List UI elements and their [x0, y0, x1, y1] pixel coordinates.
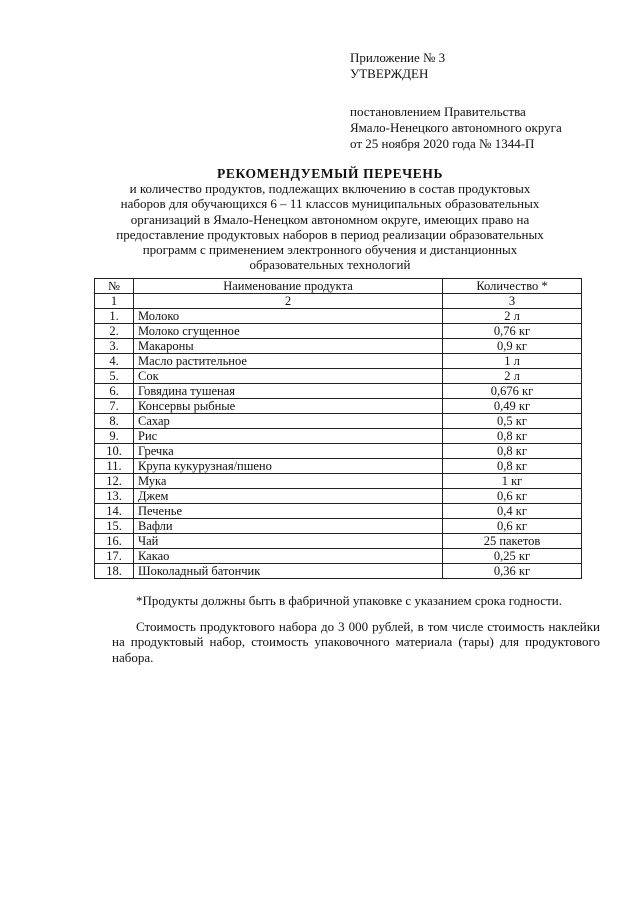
- table-header-row: [95, 279, 582, 294]
- table-row: [95, 399, 582, 414]
- table-row: [95, 519, 582, 534]
- product-name: Сок: [134, 369, 443, 384]
- row-number: 14.: [95, 504, 134, 519]
- products-table: [94, 278, 582, 579]
- row-number: 10.: [95, 444, 134, 459]
- product-name: Рис: [134, 429, 443, 444]
- subtitle-line: наборов для обучающихся 6 – 11 классов муниципальных образовательных: [120, 196, 540, 212]
- row-number: 3.: [95, 339, 134, 354]
- column-number: 3: [443, 294, 582, 309]
- product-name: Какао: [134, 549, 443, 564]
- row-number: 16.: [95, 534, 134, 549]
- product-quantity: 0,76 кг: [443, 324, 582, 339]
- product-name: Крупа кукурузная/пшено: [134, 459, 443, 474]
- row-number: 9.: [95, 429, 134, 444]
- table-row: [95, 549, 582, 564]
- product-quantity: 0,49 кг: [443, 399, 582, 414]
- cost-text: Стоимость продуктового набора до 3 000 рублей, в том числе стоимость наклейки на продуктовый набор, стоимость упаковочного материала (тары) для продуктового набора.: [112, 618, 600, 665]
- approval-block: [350, 50, 620, 152]
- appendix-number: Приложение № 3: [350, 50, 446, 65]
- row-number: 11.: [95, 459, 134, 474]
- row-number: 12.: [95, 474, 134, 489]
- product-quantity: 0,8 кг: [443, 429, 582, 444]
- product-name: Консервы рыбные: [134, 399, 443, 414]
- table-row: [95, 444, 582, 459]
- product-name: Джем: [134, 489, 443, 504]
- row-number: 17.: [95, 549, 134, 564]
- table-row: [95, 324, 582, 339]
- product-name: Гречка: [134, 444, 443, 459]
- product-name: Говядина тушеная: [134, 384, 443, 399]
- product-quantity: 1 кг: [443, 474, 582, 489]
- table-row: [95, 489, 582, 504]
- product-name: Чай: [134, 534, 443, 549]
- subtitle-line: организаций в Ямало-Ненецком автономном округе, имеющих право на: [130, 211, 530, 227]
- row-number: 6.: [95, 384, 134, 399]
- product-quantity: 2 л: [443, 309, 582, 324]
- row-number: 7.: [95, 399, 134, 414]
- product-quantity: 0,9 кг: [443, 339, 582, 354]
- product-name: Мука: [134, 474, 443, 489]
- product-quantity: 25 пакетов: [443, 534, 582, 549]
- table-body: [95, 309, 582, 579]
- table-row: [95, 369, 582, 384]
- row-number: 13.: [95, 489, 134, 504]
- column-number-row: [95, 294, 582, 309]
- product-name: Макароны: [134, 339, 443, 354]
- approval-line-3: от 25 ноября 2020 года № 1344-П: [350, 136, 535, 151]
- table-row: [95, 534, 582, 549]
- row-number: 1.: [95, 309, 134, 324]
- table-row: [95, 504, 582, 519]
- table-row: [95, 414, 582, 429]
- product-quantity: 0,4 кг: [443, 504, 582, 519]
- header-number: №: [95, 279, 134, 294]
- row-number: 18.: [95, 564, 134, 579]
- table-row: [95, 339, 582, 354]
- product-quantity: 0,6 кг: [443, 519, 582, 534]
- table-row: [95, 354, 582, 369]
- document-title: РЕКОМЕНДУЕМЫЙ ПЕРЕЧЕНЬ: [217, 166, 443, 181]
- product-quantity: 2 л: [443, 369, 582, 384]
- footnote-text: *Продукты должны быть в фабричной упаковке с указанием срока годности.: [136, 593, 562, 608]
- table-row: [95, 459, 582, 474]
- product-quantity: 0,676 кг: [443, 384, 582, 399]
- product-name: Вафли: [134, 519, 443, 534]
- product-quantity: 1 л: [443, 354, 582, 369]
- column-number: 2: [134, 294, 443, 309]
- table-row: [95, 564, 582, 579]
- notes-block: [112, 593, 600, 665]
- header-product-name: Наименование продукта: [134, 279, 443, 294]
- product-name: Печенье: [134, 504, 443, 519]
- approval-line-2: Ямало-Ненецкого автономного округа: [350, 120, 562, 135]
- row-number: 8.: [95, 414, 134, 429]
- subtitle-line: образовательных технологий: [249, 257, 411, 273]
- product-quantity: 0,25 кг: [443, 549, 582, 564]
- approval-line-1: постановлением Правительства: [350, 104, 526, 119]
- subtitle-line: предоставление продуктовых наборов в период реализации образовательных: [116, 226, 544, 242]
- row-number: 4.: [95, 354, 134, 369]
- column-number: 1: [95, 294, 134, 309]
- product-quantity: 0,36 кг: [443, 564, 582, 579]
- product-name: Молоко: [134, 309, 443, 324]
- row-number: 2.: [95, 324, 134, 339]
- subtitle-line: и количество продуктов, подлежащих включению в состав продуктовых: [129, 181, 531, 196]
- table-row: [95, 384, 582, 399]
- row-number: 5.: [95, 369, 134, 384]
- product-quantity: 0,6 кг: [443, 489, 582, 504]
- table-row: [95, 309, 582, 324]
- product-name: Сахар: [134, 414, 443, 429]
- table-row: [95, 429, 582, 444]
- product-quantity: 0,8 кг: [443, 459, 582, 474]
- product-name: Масло растительное: [134, 354, 443, 369]
- table-row: [95, 474, 582, 489]
- product-quantity: 0,5 кг: [443, 414, 582, 429]
- row-number: 15.: [95, 519, 134, 534]
- product-quantity: 0,8 кг: [443, 444, 582, 459]
- header-quantity: Количество *: [443, 279, 582, 294]
- product-name: Молоко сгущенное: [134, 324, 443, 339]
- product-name: Шоколадный батончик: [134, 564, 443, 579]
- document-subtitle: [40, 181, 620, 273]
- subtitle-line: программ с применением электронного обучения и дистанционных: [142, 242, 518, 258]
- approved-label: УТВЕРЖДЕН: [350, 66, 429, 81]
